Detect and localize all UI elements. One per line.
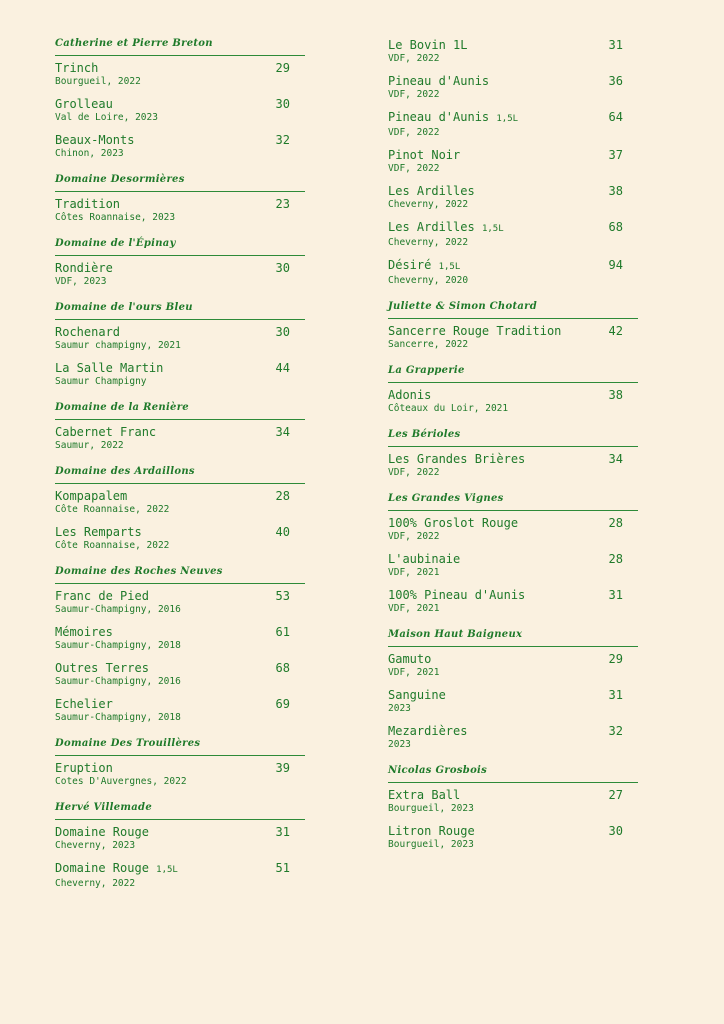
wine-item bbox=[55, 489, 305, 516]
wine-item bbox=[55, 97, 305, 124]
wine-name: Cabernet Franc bbox=[55, 425, 157, 439]
wine-price: 39 bbox=[275, 761, 290, 775]
wine-price: 30 bbox=[608, 824, 623, 838]
producer-name: La Grapperie bbox=[388, 365, 638, 383]
producer-section bbox=[55, 802, 305, 890]
wine-item bbox=[388, 220, 638, 249]
wine-item bbox=[388, 184, 638, 211]
wine-name: La Salle Martin bbox=[55, 361, 164, 375]
producer-name: Domaine de l'Épinay bbox=[55, 238, 305, 256]
producer-section bbox=[55, 238, 305, 288]
wine-origin: Cheverny, 2020 bbox=[388, 275, 469, 286]
wine-item bbox=[388, 788, 638, 815]
wine-item bbox=[55, 661, 305, 688]
wine-item bbox=[388, 652, 638, 679]
producer-name: Juliette & Simon Chotard bbox=[388, 301, 638, 319]
producer-section bbox=[388, 429, 638, 479]
wine-name: Mémoires bbox=[55, 625, 113, 639]
wine-format: 1,5L bbox=[481, 224, 504, 234]
wine-origin: Côtes Roannaise, 2023 bbox=[55, 212, 176, 223]
wine-item bbox=[55, 261, 305, 288]
wine-name: Les Ardilles 1,5L bbox=[388, 220, 504, 234]
wine-price: 31 bbox=[608, 688, 623, 702]
wine-price: 31 bbox=[275, 825, 290, 839]
producer-name: Les Bérioles bbox=[388, 429, 638, 447]
wine-origin: Saumur, 2022 bbox=[55, 440, 124, 451]
wine-name: Pineau d'Aunis bbox=[388, 74, 490, 88]
wine-price: 68 bbox=[275, 661, 290, 675]
wine-item bbox=[388, 74, 638, 101]
wine-origin: VDF, 2021 bbox=[388, 567, 440, 578]
wine-origin: Cheverny, 2022 bbox=[388, 237, 469, 248]
wine-origin: Bourgueil, 2023 bbox=[388, 803, 474, 814]
wine-origin: Bourgueil, 2022 bbox=[55, 76, 141, 87]
producer-section bbox=[388, 493, 638, 615]
wine-price: 38 bbox=[608, 388, 623, 402]
wine-origin: Sancerre, 2022 bbox=[388, 339, 469, 350]
wine-origin: Saumur-Champigny, 2018 bbox=[55, 640, 181, 651]
wine-price: 28 bbox=[608, 552, 623, 566]
wine-item bbox=[388, 688, 638, 715]
wine-name: L'aubinaie bbox=[388, 552, 461, 566]
wine-item bbox=[388, 388, 638, 415]
wine-item bbox=[55, 197, 305, 224]
wine-origin: Bourgueil, 2023 bbox=[388, 839, 474, 850]
wine-name: Trinch bbox=[55, 61, 99, 75]
wine-price: 64 bbox=[608, 110, 623, 124]
wine-name: 100% Groslot Rouge bbox=[388, 516, 519, 530]
wine-item bbox=[55, 861, 305, 890]
wine-item bbox=[55, 133, 305, 160]
wine-origin: VDF, 2022 bbox=[388, 163, 440, 174]
producer-section bbox=[388, 38, 638, 287]
wine-price: 94 bbox=[608, 258, 623, 272]
wine-price: 51 bbox=[275, 861, 290, 875]
wine-name: Rondière bbox=[55, 261, 113, 275]
producer-section bbox=[55, 174, 305, 224]
wine-item bbox=[55, 425, 305, 452]
wine-price: 40 bbox=[275, 525, 290, 539]
wine-origin: Saumur Champigny bbox=[55, 376, 147, 387]
wine-price: 28 bbox=[275, 489, 290, 503]
wine-name: Gamuto bbox=[388, 652, 432, 666]
wine-origin: Chinon, 2023 bbox=[55, 148, 124, 159]
producer-section bbox=[388, 629, 638, 751]
wine-item bbox=[55, 697, 305, 724]
wine-name: Extra Ball bbox=[388, 788, 461, 802]
wine-item bbox=[388, 552, 638, 579]
wine-price: 37 bbox=[608, 148, 623, 162]
wine-name: Franc de Pied bbox=[55, 589, 149, 603]
wine-price: 29 bbox=[608, 652, 623, 666]
wine-name: Désiré 1,5L bbox=[388, 258, 461, 272]
wine-price: 69 bbox=[275, 697, 290, 711]
producer-section bbox=[388, 301, 638, 351]
wine-name: Sanguine bbox=[388, 688, 446, 702]
wine-name: Rochenard bbox=[55, 325, 121, 339]
wine-price: 42 bbox=[608, 324, 623, 338]
wine-item bbox=[55, 325, 305, 352]
wine-price: 30 bbox=[275, 261, 290, 275]
wine-item bbox=[388, 38, 638, 65]
producer-name: Domaine des Ardaillons bbox=[55, 466, 305, 484]
wine-origin: VDF, 2022 bbox=[388, 531, 440, 542]
wine-name: Outres Terres bbox=[55, 661, 149, 675]
wine-price: 30 bbox=[275, 325, 290, 339]
producer-name: Catherine et Pierre Breton bbox=[55, 38, 305, 56]
wine-price: 29 bbox=[275, 61, 290, 75]
wine-format: 1,5L bbox=[438, 262, 461, 272]
wine-name: Les Ardilles bbox=[388, 184, 475, 198]
wine-name: Pinot Noir bbox=[388, 148, 461, 162]
wine-origin: Côte Roannaise, 2022 bbox=[55, 504, 170, 515]
producer-name: Domaine Desormières bbox=[55, 174, 305, 192]
wine-price: 32 bbox=[608, 724, 623, 738]
producer-name: Maison Haut Baigneux bbox=[388, 629, 638, 647]
wine-price: 68 bbox=[608, 220, 623, 234]
wine-origin: Cotes D'Auvergnes, 2022 bbox=[55, 776, 187, 787]
wine-origin: Saumur-Champigny, 2016 bbox=[55, 676, 181, 687]
wine-origin: Côte Roannaise, 2022 bbox=[55, 540, 170, 551]
wine-item bbox=[55, 589, 305, 616]
wine-origin: Cheverny, 2022 bbox=[388, 199, 469, 210]
wine-price: 28 bbox=[608, 516, 623, 530]
wine-name: Pineau d'Aunis 1,5L bbox=[388, 110, 519, 124]
wine-item bbox=[388, 258, 638, 287]
wine-origin: VDF, 2021 bbox=[388, 667, 440, 678]
producer-name: Domaine de la Renière bbox=[55, 402, 305, 420]
wine-price: 31 bbox=[608, 588, 623, 602]
wine-origin: Cheverny, 2023 bbox=[55, 840, 136, 851]
wine-item bbox=[55, 625, 305, 652]
wine-price: 38 bbox=[608, 184, 623, 198]
wine-price: 44 bbox=[275, 361, 290, 375]
wine-origin: Saumur champigny, 2021 bbox=[55, 340, 181, 351]
wine-name: Eruption bbox=[55, 761, 113, 775]
wine-origin: VDF, 2022 bbox=[388, 127, 440, 138]
wine-name: Grolleau bbox=[55, 97, 113, 111]
wine-name: Les Grandes Brières bbox=[388, 452, 526, 466]
wine-item bbox=[388, 588, 638, 615]
producer-section bbox=[55, 38, 305, 160]
wine-price: 27 bbox=[608, 788, 623, 802]
wine-item bbox=[388, 148, 638, 175]
wine-price: 36 bbox=[608, 74, 623, 88]
wine-item bbox=[55, 61, 305, 88]
wine-origin: VDF, 2021 bbox=[388, 603, 440, 614]
wine-item bbox=[55, 361, 305, 388]
wine-item bbox=[388, 824, 638, 851]
wine-origin: Val de Loire, 2023 bbox=[55, 112, 158, 123]
producer-section bbox=[55, 402, 305, 452]
wine-name: Domaine Rouge bbox=[55, 825, 149, 839]
wine-item bbox=[388, 324, 638, 351]
left-column bbox=[55, 38, 305, 904]
wine-origin: VDF, 2022 bbox=[388, 89, 440, 100]
wine-name: Echelier bbox=[55, 697, 113, 711]
wine-origin: VDF, 2022 bbox=[388, 467, 440, 478]
wine-price: 31 bbox=[608, 38, 623, 52]
right-column bbox=[388, 38, 638, 865]
wine-name: Tradition bbox=[55, 197, 121, 211]
wine-origin: 2023 bbox=[388, 739, 411, 750]
wine-format: 1,5L bbox=[156, 865, 178, 875]
wine-price: 61 bbox=[275, 625, 290, 639]
wine-price: 34 bbox=[275, 425, 290, 439]
wine-name: Mezardières bbox=[388, 724, 468, 738]
wine-price: 23 bbox=[275, 197, 290, 211]
wine-price: 34 bbox=[608, 452, 623, 466]
wine-item bbox=[55, 825, 305, 852]
wine-name: Beaux-Monts bbox=[55, 133, 135, 147]
wine-name: Les Remparts bbox=[55, 525, 142, 539]
wine-origin: Saumur-Champigny, 2016 bbox=[55, 604, 181, 615]
wine-item bbox=[55, 761, 305, 788]
wine-item bbox=[388, 110, 638, 139]
producer-name: Hervé Villemade bbox=[55, 802, 305, 820]
wine-item bbox=[388, 724, 638, 751]
producer-section bbox=[55, 566, 305, 724]
producer-name: Nicolas Grosbois bbox=[388, 765, 638, 783]
wine-name: Domaine Rouge 1,5L bbox=[55, 861, 178, 875]
producer-name: Domaine de l'ours Bleu bbox=[55, 302, 305, 320]
wine-price: 30 bbox=[275, 97, 290, 111]
wine-origin: Côteaux du Loir, 2021 bbox=[388, 403, 509, 414]
wine-format: 1,5L bbox=[496, 114, 519, 124]
wine-name: Adonis bbox=[388, 388, 432, 402]
wine-item bbox=[55, 525, 305, 552]
wine-name: Kompapalem bbox=[55, 489, 128, 503]
producer-name: Domaine Des Trouillères bbox=[55, 738, 305, 756]
producer-section bbox=[55, 302, 305, 388]
wine-price: 53 bbox=[275, 589, 290, 603]
wine-origin: Cheverny, 2022 bbox=[55, 878, 136, 889]
wine-name: Le Bovin 1L bbox=[388, 38, 468, 52]
wine-price: 32 bbox=[275, 133, 290, 147]
wine-item bbox=[388, 516, 638, 543]
producer-section bbox=[388, 365, 638, 415]
wine-name: Litron Rouge bbox=[388, 824, 475, 838]
producer-section bbox=[55, 466, 305, 552]
wine-origin: VDF, 2023 bbox=[55, 276, 107, 287]
wine-origin: Saumur-Champigny, 2018 bbox=[55, 712, 181, 723]
wine-name: Sancerre Rouge Tradition bbox=[388, 324, 562, 338]
producer-name: Les Grandes Vignes bbox=[388, 493, 638, 511]
wine-name: 100% Pineau d'Aunis bbox=[388, 588, 526, 602]
producer-section bbox=[55, 738, 305, 788]
producer-section bbox=[388, 765, 638, 851]
wine-origin: VDF, 2022 bbox=[388, 53, 440, 64]
producer-name: Domaine des Roches Neuves bbox=[55, 566, 305, 584]
wine-origin: 2023 bbox=[388, 703, 411, 714]
wine-item bbox=[388, 452, 638, 479]
